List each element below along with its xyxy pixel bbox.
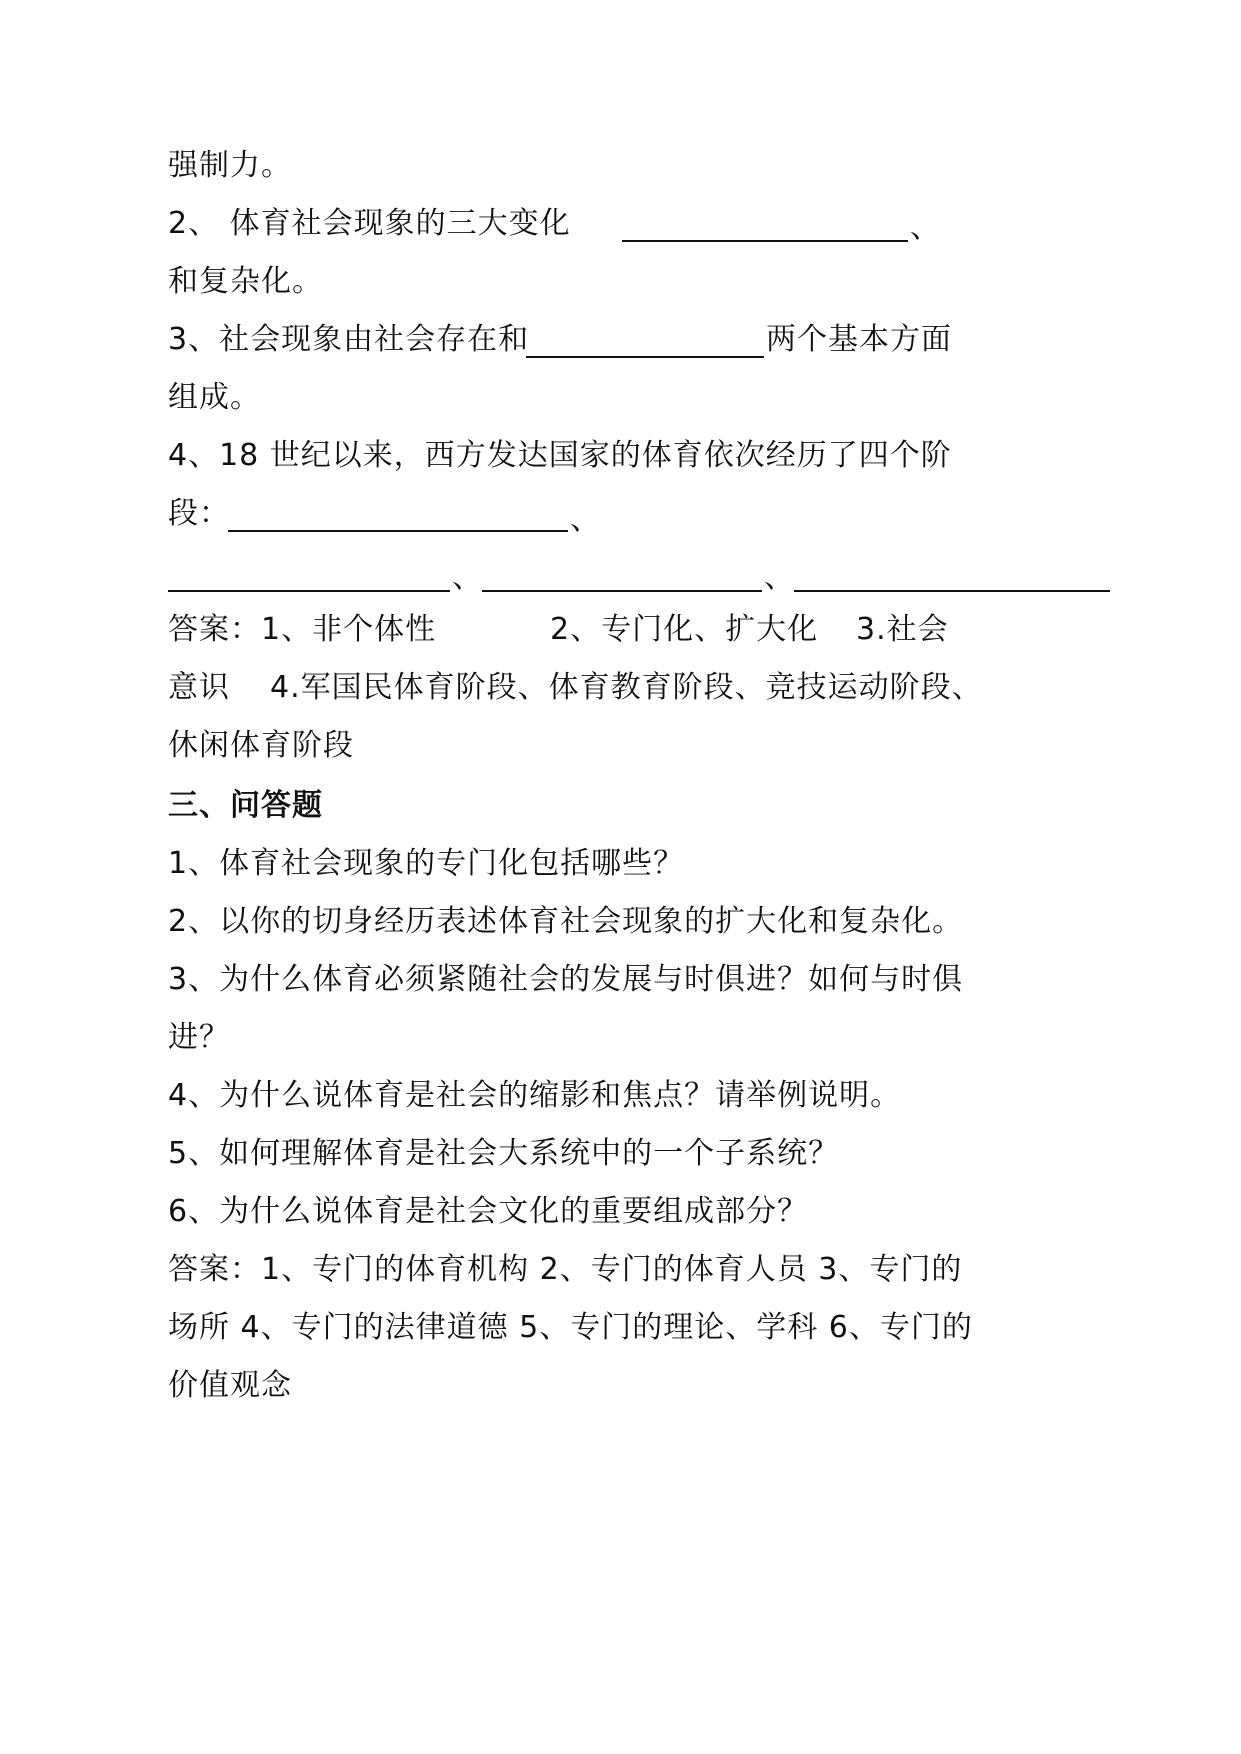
q4-separator-2: 、 <box>452 560 483 595</box>
q4-separator-1: 、 <box>570 502 601 537</box>
section-heading-qa: 三、问答题 <box>168 788 323 823</box>
fill-answer-line-2a: 意识 <box>168 670 230 705</box>
fill-answer-line-1c: 3.社会 <box>856 612 949 647</box>
qa-answer-line-1: 答案：1、专门的体育机构 2、专门的体育人员 3、专门的 <box>168 1252 963 1287</box>
qa-question-5: 5、如何理解体育是社会大系统中的一个子系统？ <box>168 1136 840 1171</box>
qa-answer-line-2: 场所 4、专门的法律道德 5、专门的理论、学科 6、专门的 <box>168 1310 973 1345</box>
answer-blank-q3[interactable] <box>526 356 764 358</box>
question-3-after: 两个基本方面 <box>766 322 952 357</box>
qa-question-3: 3、为什么体育必须紧随社会的发展与时俱进？如何与时俱 <box>168 962 964 997</box>
question-2-text: 2、 体育社会现象的三大变化 <box>168 206 571 241</box>
q4-separator-3: 、 <box>764 560 795 595</box>
question-3-text: 3、社会现象由社会存在和 <box>168 322 530 357</box>
qa-question-3-cont: 进？ <box>168 1020 230 1055</box>
qa-question-1: 1、体育社会现象的专门化包括哪些？ <box>168 846 685 881</box>
qa-question-2: 2、以你的切身经历表述体育社会现象的扩大化和复杂化。 <box>168 904 964 939</box>
answer-blank-q4-2[interactable] <box>168 590 450 592</box>
answer-blank-q4-3[interactable] <box>482 590 762 592</box>
answer-blank-q4-1[interactable] <box>228 530 568 532</box>
answer-blank-q2[interactable] <box>622 240 908 242</box>
q2-separator: 、 <box>910 210 941 245</box>
answer-blank-q4-4[interactable] <box>794 590 1110 592</box>
fill-answer-line-1a: 答案：1、非个体性 <box>168 612 437 647</box>
fill-answer-line-1b: 2、专门化、扩大化 <box>550 612 819 647</box>
question-3-cont: 组成。 <box>168 380 261 415</box>
qa-question-6: 6、为什么说体育是社会文化的重要组成部分？ <box>168 1194 809 1229</box>
text-line-prev-end: 强制力。 <box>168 148 292 183</box>
fill-answer-line-3: 休闲体育阶段 <box>168 728 354 763</box>
question-2-cont: 和复杂化。 <box>168 264 323 299</box>
question-4-text: 4、18 世纪以来，西方发达国家的体育依次经历了四个阶 <box>168 438 952 473</box>
qa-question-4: 4、为什么说体育是社会的缩影和焦点？请举例说明。 <box>168 1078 902 1113</box>
fill-answer-line-2b: 4.军国民体育阶段、体育教育阶段、竞技运动阶段、 <box>270 670 983 705</box>
qa-answer-line-3: 价值观念 <box>168 1368 292 1403</box>
question-4-cont: 段： <box>168 496 230 531</box>
